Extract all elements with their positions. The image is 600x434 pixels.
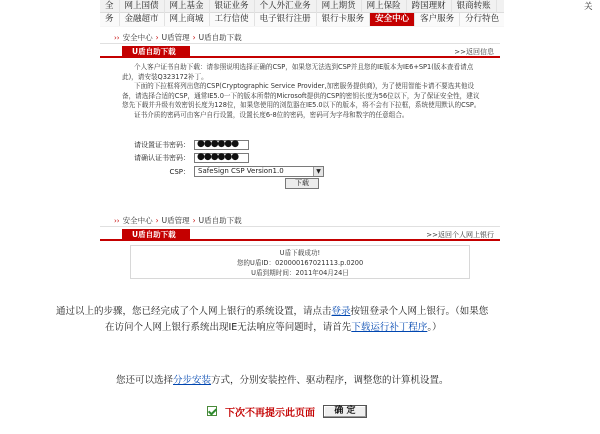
panel-title-bar xyxy=(100,46,500,58)
login-link[interactable]: 登录 xyxy=(331,306,351,317)
success-panel-screenshot xyxy=(100,215,500,282)
nav-item[interactable]: 金融超市 xyxy=(120,13,165,26)
chevron-right-icon: ›› xyxy=(114,33,120,42)
breadcrumb-item[interactable]: U盾管理 xyxy=(161,216,190,225)
nav-item[interactable]: 跨国理财 xyxy=(407,0,452,13)
paragraph: 个人客户证书自助下载：请参照说明选择正确的CSP，如果您无法选到CSP并且您的IE版本为IE6+SP1(版本查看请点此)，请安装Q323172补丁。 xyxy=(122,63,474,81)
breadcrumb-item[interactable]: 安全中心 xyxy=(122,33,153,42)
top-nav xyxy=(100,0,504,27)
nav-row-1 xyxy=(100,0,504,13)
panel-tab-title: U盾自助下载 xyxy=(122,46,190,58)
instruction-line-3 xyxy=(116,373,449,388)
success-title: U盾下载成功! xyxy=(279,249,321,257)
panel-tab-title: U盾自助下载 xyxy=(122,229,190,241)
return-link[interactable]: >>返回信息 xyxy=(454,48,494,56)
breadcrumb-item: U盾自助下载 xyxy=(198,216,242,225)
download-patch-link[interactable]: 下载运行补丁程序 xyxy=(351,322,428,333)
nav-item[interactable]: 客户服务 xyxy=(415,13,460,26)
csp-select[interactable] xyxy=(194,166,324,177)
nav-item[interactable]: 全 xyxy=(100,0,120,13)
text: 在访问个人网上银行系统出现IE无法响应等问题时，请首先 xyxy=(105,322,352,333)
nav-item[interactable]: 分行特色 xyxy=(460,13,504,26)
paragraph: 下面的下拉框将列出您的CSP(Cryptographic Service Provider,加密服务提供商)，为了使用智能卡请不要选其他设备，请选择合适的CSP，通常IE5.0一下的版本所带的Microsoft提供的CSP的密钥长度为56位以下，为了保证安全性，建议您先下载并升级有效密钥长度为128位，如果您使用的浏览器在IE5.0以下的版本，将不会有下拉框，系统使用默认的CSP。 xyxy=(122,82,481,109)
text: 按钮登录个人网上银行。（如果您 xyxy=(350,306,489,317)
nav-item[interactable]: 个人外汇业务 xyxy=(255,0,317,13)
success-message-box xyxy=(130,245,470,279)
u-key-id: 您的U盾ID：020000167021113.p.0200 xyxy=(236,259,364,267)
password-field[interactable]: ●●●●●● xyxy=(194,140,249,150)
text: 通过以上的步骤，您已经完成了个人网上银行的系统设置，请点击 xyxy=(56,306,332,317)
nav-item[interactable]: 网上基金 xyxy=(165,0,210,13)
footer-controls xyxy=(207,404,367,418)
paragraph: 证书介质的密码可由客户自行设置，设置长度6-8位的密码，密码可为字母和数字的任意组合。 xyxy=(134,110,409,119)
instruction-line-2 xyxy=(105,320,442,335)
breadcrumb-item: U盾自助下载 xyxy=(198,33,242,42)
text: 。） xyxy=(427,322,442,333)
chevron-right-icon: › xyxy=(155,33,159,42)
nav-extra-text: 关 xyxy=(584,2,593,12)
confirm-password-row xyxy=(110,153,249,163)
nav-item[interactable]: 务 xyxy=(100,13,120,26)
download-button[interactable]: 下载 xyxy=(285,178,319,189)
chevron-right-icon: ›› xyxy=(114,216,120,225)
ok-button[interactable]: 确 定 xyxy=(323,405,367,418)
csp-row xyxy=(110,166,324,177)
nav-row-2 xyxy=(100,13,504,26)
dont-show-again-checkbox[interactable] xyxy=(207,406,217,416)
password-row xyxy=(110,140,249,150)
breadcrumb-item[interactable]: U盾管理 xyxy=(161,33,190,42)
csp-selected-value: SafeSign CSP Version1.0 xyxy=(198,167,284,175)
confirm-password-field[interactable]: ●●●●●● xyxy=(194,153,249,163)
chevron-right-icon: › xyxy=(192,33,196,42)
instruction-line-1 xyxy=(56,304,488,319)
nav-item[interactable]: 银行卡服务 xyxy=(317,13,371,26)
text: 您还可以选择 xyxy=(116,375,174,386)
instructions-text xyxy=(100,58,500,120)
text: 方式，分别安装控件、驱动程序，调整您的计算机设置。 xyxy=(211,375,449,386)
nav-item[interactable]: 电子银行注册 xyxy=(255,13,317,26)
chevron-right-icon: › xyxy=(192,216,196,225)
breadcrumb xyxy=(100,32,500,44)
download-panel-screenshot xyxy=(100,32,500,195)
return-link[interactable]: >>返回个人网上银行 xyxy=(426,231,494,239)
password-label: 请设置证书密码： xyxy=(134,141,190,149)
panel-title-bar xyxy=(100,229,500,241)
nav-item[interactable]: 网上保险 xyxy=(362,0,407,13)
nav-item-security-center[interactable]: 安全中心 xyxy=(370,13,415,26)
expiry-date: U盾到期时间：2011年04月24日 xyxy=(251,269,349,277)
confirm-password-label: 请确认证书密码： xyxy=(134,154,190,162)
step-install-link[interactable]: 分步安装 xyxy=(173,375,212,386)
chevron-down-icon[interactable]: ▼ xyxy=(313,167,323,176)
nav-item[interactable]: 工行信使 xyxy=(210,13,255,26)
csp-label: CSP： xyxy=(169,167,190,176)
nav-item[interactable]: 银证业务 xyxy=(210,0,255,13)
breadcrumb-item[interactable]: 安全中心 xyxy=(122,216,153,225)
nav-item[interactable]: 银商转账 xyxy=(452,0,497,13)
nav-item[interactable]: 网上期货 xyxy=(317,0,362,13)
breadcrumb xyxy=(100,215,500,227)
dont-show-again-label[interactable]: 下次不再提示此页面 xyxy=(225,407,315,419)
nav-item[interactable]: 网上商城 xyxy=(165,13,210,26)
nav-item[interactable]: 网上国债 xyxy=(120,0,165,13)
chevron-right-icon: › xyxy=(155,216,159,225)
